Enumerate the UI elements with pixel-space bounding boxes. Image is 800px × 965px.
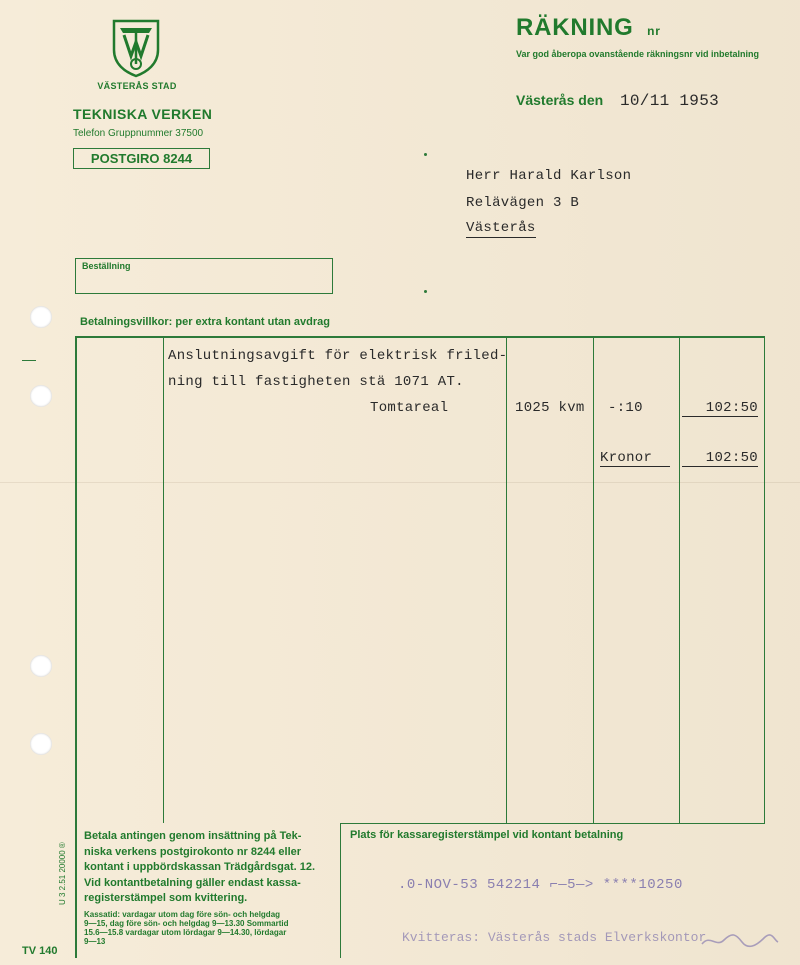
address-mark-dot: [424, 153, 427, 156]
total-label: Kronor: [600, 450, 670, 467]
postgiro-box: [73, 148, 210, 169]
item-quantity: 1025 kvm: [515, 400, 585, 416]
place-date-label: Västerås den: [516, 92, 604, 108]
payment-terms: Betalningsvillkor: per extra kontant utan avdrag: [80, 316, 331, 328]
punch-hole: [30, 655, 52, 677]
table-column-divider: [593, 336, 594, 823]
table-right-border: [764, 336, 765, 823]
punch-hole: [30, 385, 52, 407]
item-unit-price: -:10: [608, 400, 643, 416]
margin-tick: [22, 360, 36, 361]
address-mark-dot: [424, 290, 427, 293]
table-column-divider: [506, 336, 507, 823]
table-top-border: [75, 336, 765, 338]
stamp-area-label: Plats för kassaregisterstämpel vid kontant betalning: [350, 829, 624, 841]
table-column-divider: [679, 336, 680, 823]
postgiro-number: POSTGIRO 8244: [90, 151, 193, 166]
cash-register-stamp: .0-NOV-53 542214 ⌐—5—> ****10250: [398, 877, 683, 893]
payment-instructions-line: registerstämpel som kvittering.: [84, 892, 248, 904]
invoice-number-label: nr: [647, 24, 661, 38]
invoice-title: [516, 14, 661, 42]
total-amount: 102:50: [682, 450, 758, 467]
table-left-border: [75, 336, 77, 958]
payment-instructions-line: kontant i uppbördskassan Trädgårdsgat. 12.: [84, 861, 316, 873]
invoice-date: 10/11 1953: [620, 92, 720, 110]
recipient-name: Herr Harald Karlson: [466, 168, 632, 184]
paper-fold-line: [0, 482, 800, 483]
hours-line: 9—15, dag före sön- och helgdag 9—13.30 Sommartid: [84, 919, 289, 928]
hours-line: Kassatid: vardagar utom dag före sön- och helgdag: [84, 910, 281, 919]
order-box: [75, 258, 333, 294]
payment-instructions: [84, 829, 315, 907]
form-code: TV 140: [22, 945, 58, 957]
item-description-line2: ning till fastigheten stä 1071 AT.: [168, 374, 464, 390]
invoice-title-text: RÄKNING: [516, 14, 634, 41]
stamp-area-top-border: [340, 823, 765, 824]
print-code: U 3 2.51 20000 ®: [58, 842, 67, 905]
item-amount: 102:50: [682, 400, 758, 417]
signature: [700, 930, 780, 955]
hours-line: 9—13: [84, 937, 106, 946]
order-box-label: Beställning: [82, 261, 131, 271]
city-name: VÄSTERÅS STAD: [97, 81, 177, 91]
department-name: TEKNISKA VERKEN: [73, 106, 213, 122]
recipient-street: Relävägen 3 B: [466, 195, 580, 211]
punch-hole: [30, 733, 52, 755]
receipt-stamp: Kvitteras: Västerås stads Elverkskontor: [402, 930, 707, 945]
cash-office-hours: [84, 910, 289, 946]
city-coat-of-arms-logo: [111, 18, 161, 83]
invoice-instruction: Var god åberopa ovanstående räkningsnr vid inbetalning: [516, 49, 760, 59]
payment-instructions-line: Vid kontantbetalning gäller endast kassa-: [84, 876, 301, 889]
payment-instructions-line: Betala antingen genom insättning på Tek-: [84, 830, 302, 842]
punch-hole: [30, 306, 52, 328]
item-label: Tomtareal: [370, 400, 449, 416]
payment-instructions-line: niska verkens postgirokonto nr 8244 eller: [84, 845, 302, 858]
item-description-line1: Anslutningsavgift för elektrisk friled-: [168, 348, 508, 364]
stamp-area-left-border: [340, 823, 341, 958]
phone-number: Telefon Gruppnummer 37500: [73, 128, 204, 139]
table-column-divider: [163, 336, 164, 823]
recipient-city: Västerås: [466, 220, 536, 236]
hours-line: 15.6—15.8 vardagar utom lördagar 9—14.30, lördagar: [84, 928, 287, 937]
